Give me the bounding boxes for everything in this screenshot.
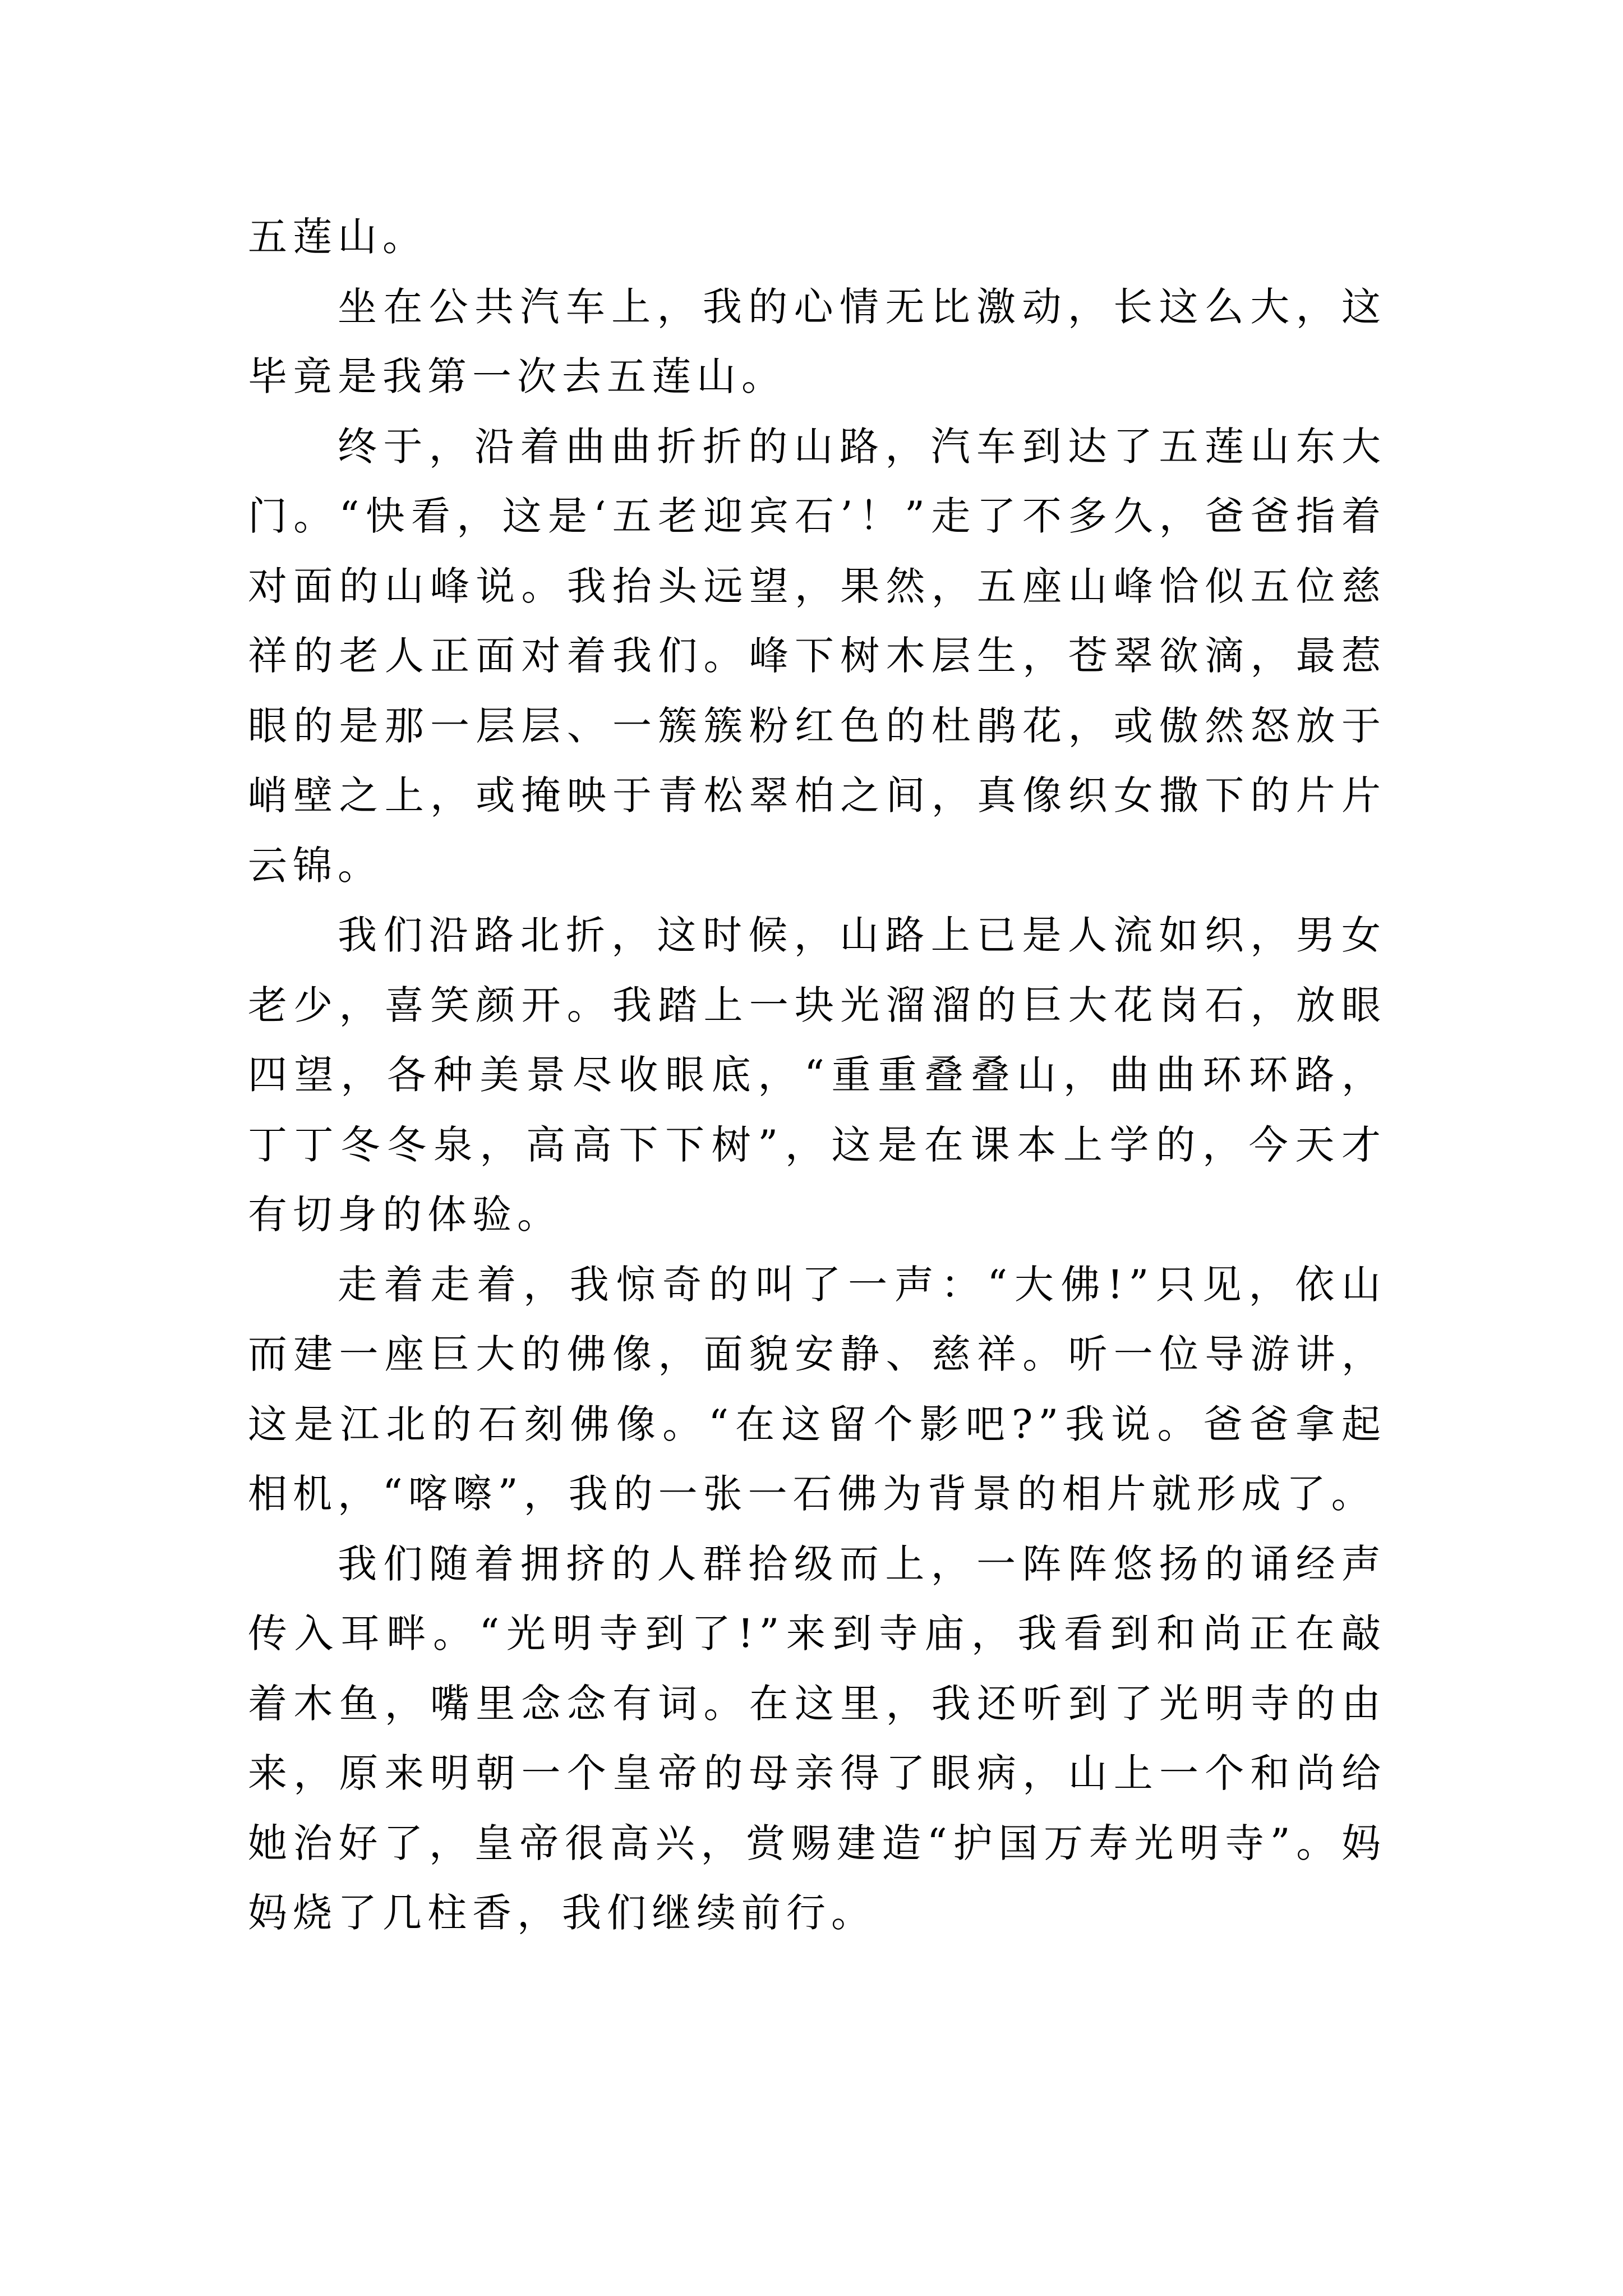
paragraph-2: 坐在公共汽车上，我的心情无比激动，长这么大，这毕竟是我第一次去五莲山。 <box>248 283 1386 399</box>
paragraph-1: 五莲山。 <box>248 214 427 260</box>
paragraph-5: 走着走着，我惊奇的叫了一声：“大佛!”只见，依山而建一座巨大的佛像，面貌安静、慈祥。听一位导游讲，这是江北的石刻佛像。“在这留个影吧?”我说。爸爸拿起相机，“喀嚓”，我的一张一石佛为背景的相片就形成了。 <box>248 1261 1386 1517</box>
paragraph-3: 终于，沿着曲曲折折的山路，汽车到达了五莲山东大门。“快看，这是‘五老迎宾石’！”走了不多久，爸爸指着对面的山峰说。我抬头远望，果然，五座山峰恰似五位慈祥的老人正面对着我们。峰下树木层生，苍翠欲滴，最惹眼的是那一层层、一簇簇粉红色的杜鹃花，或傲然怒放于峭壁之上，或掩映于青松翠柏之间，真像织女撒下的片片云锦。 <box>248 423 1386 889</box>
paragraph-6: 我们随着拥挤的人群拾级而上，一阵阵悠扬的诵经声传入耳畔。“光明寺到了!”来到寺庙，我看到和尚正在敲着木鱼，嘴里念念有词。在这里，我还听到了光明寺的由来，原来明朝一个皇帝的母亲得了眼病，山上一个和尚给她治好了，皇帝很高兴，赏赐建造“护国万寿光明寺”。妈妈烧了几柱香，我们继续前行。 <box>248 1540 1386 1936</box>
document-body <box>248 202 1386 1948</box>
paragraph-4: 我们沿路北折，这时候，山路上已是人流如织，男女老少，喜笑颜开。我踏上一块光溜溜的巨大花岗石，放眼四望，各种美景尽收眼底，“重重叠叠山，曲曲环环路，丁丁冬冬泉，高高下下树”，这是在课本上学的，今天才有切身的体验。 <box>248 912 1386 1237</box>
